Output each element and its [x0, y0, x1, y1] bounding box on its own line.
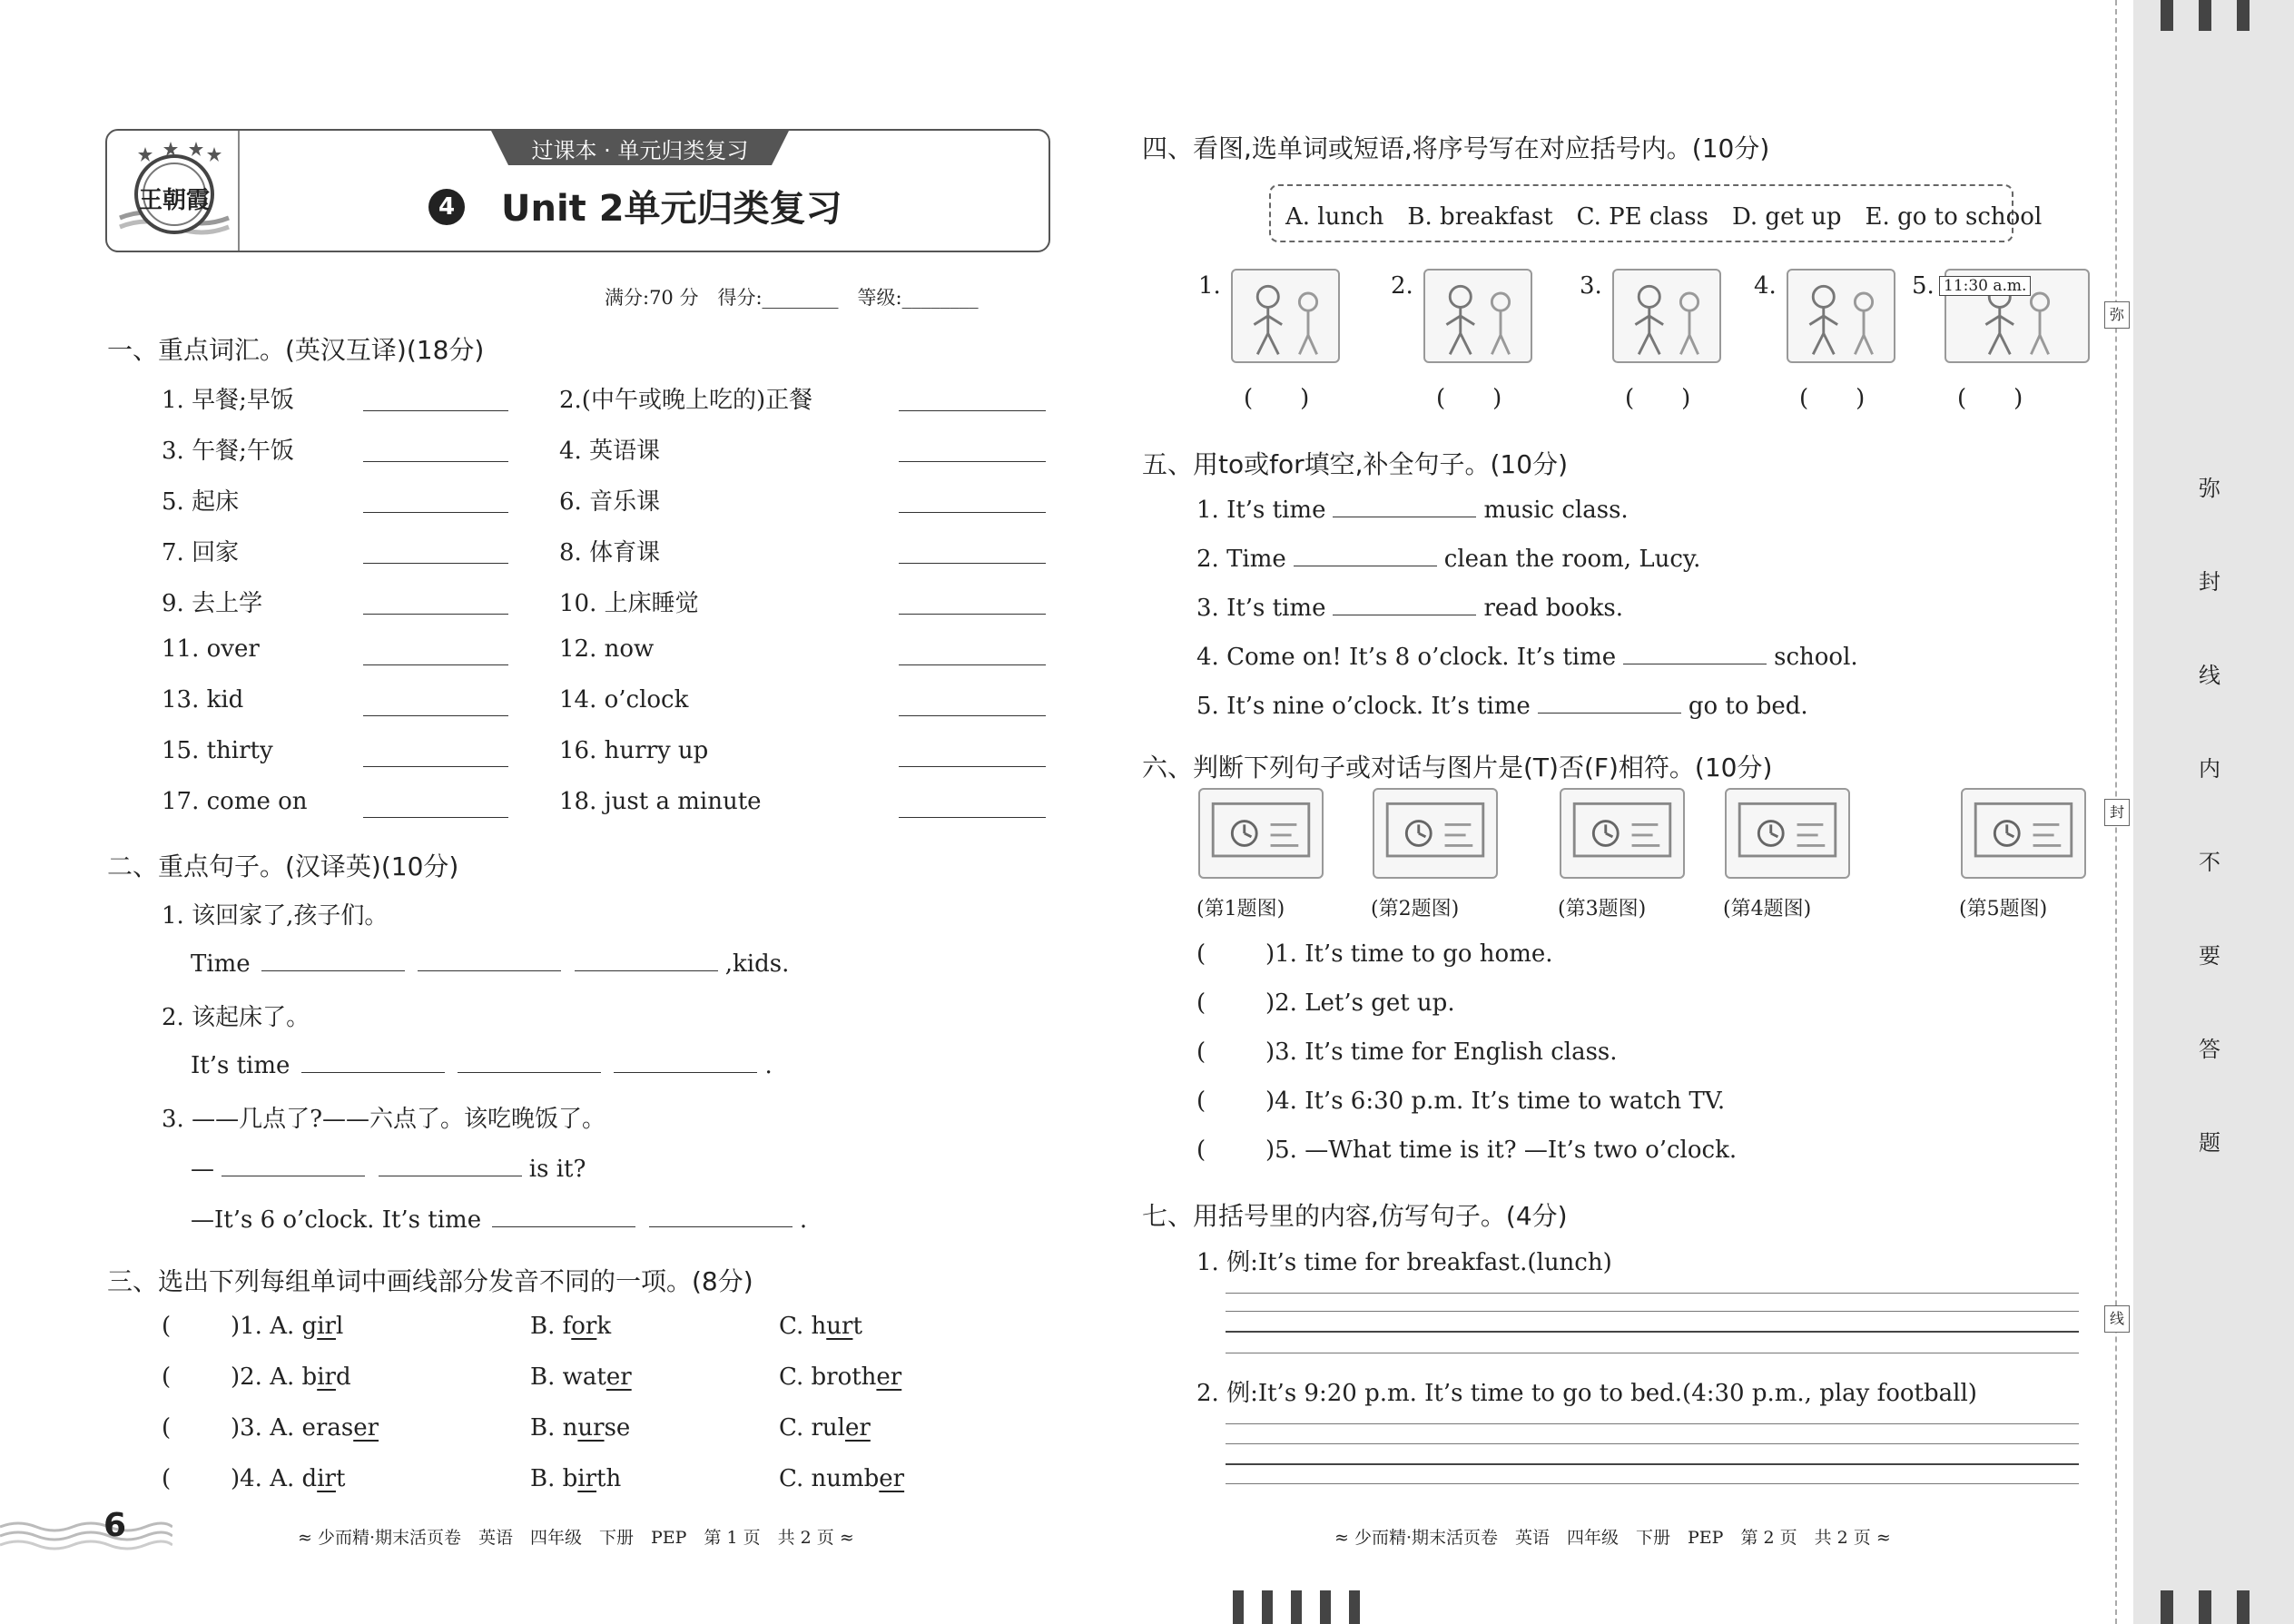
paren-open: (	[1196, 1137, 1206, 1164]
figure-caption: (第1题图)	[1196, 898, 1285, 920]
answer-blank[interactable]	[899, 563, 1046, 564]
vocab-item: 2.(中午或晚上吃的)正餐	[559, 387, 813, 414]
s2-q2: 2. 该起床了。	[162, 1004, 310, 1031]
question-number: )3. A.	[231, 1414, 302, 1442]
s2-q3-a1-end: is it?	[528, 1156, 586, 1183]
page-number: 6	[103, 1507, 127, 1544]
word-part: eras	[301, 1414, 354, 1442]
s2-q2-end: .	[764, 1052, 773, 1079]
print-mark	[2161, 1590, 2173, 1624]
picture-number: 2.	[1391, 272, 1413, 300]
seal-char: 封	[2199, 569, 2220, 595]
school-gate-picture	[1198, 788, 1324, 879]
header-ribbon	[490, 129, 790, 165]
word-part: C. broth	[779, 1363, 877, 1391]
word-part: b	[301, 1363, 318, 1391]
writing-line[interactable]	[1226, 1331, 2079, 1333]
header-divider	[238, 131, 240, 251]
score-line: 满分:70 分 得分:________ 等级:________	[605, 287, 979, 309]
writing-line[interactable]	[1226, 1293, 2079, 1294]
answer-blank[interactable]	[1294, 543, 1437, 566]
answer-blank[interactable]	[363, 410, 508, 411]
s7-q1: 1. 例:It’s time for breakfast.(lunch)	[1196, 1249, 1612, 1276]
answer-blank[interactable]	[899, 614, 1046, 615]
fill-item	[1196, 494, 1629, 524]
fill-item	[1196, 543, 1700, 573]
s7-q2: 2. 例:It’s 9:20 p.m. It’s time to go to bed.(4:30 p.m., play football)	[1196, 1380, 1977, 1407]
sentence-start: 4. Come on! It’s 8 o’clock. It’s time	[1196, 644, 1617, 671]
picture-number: 3.	[1580, 272, 1602, 300]
page-title: Unit 2单元归类复习	[501, 188, 842, 230]
answer-blank[interactable]	[1623, 641, 1767, 664]
wave-decoration-icon	[0, 1518, 172, 1554]
s2-q2-answer	[191, 1049, 773, 1079]
word-part: l	[335, 1313, 344, 1340]
print-mark	[1320, 1590, 1331, 1624]
word-part: se	[604, 1414, 631, 1442]
print-mark	[2237, 0, 2250, 31]
figure-caption: (第5题图)	[1959, 898, 2048, 920]
judge-item: )3. It’s time for English class.	[1265, 1038, 1618, 1066]
vocab-item: 15. thirty	[162, 737, 273, 764]
print-mark	[1349, 1590, 1360, 1624]
figure-caption: (第2题图)	[1371, 898, 1460, 920]
vocab-item: 3. 午餐;午饭	[162, 438, 294, 465]
paren-open: (	[162, 1363, 172, 1391]
underlined-letters: er	[605, 1363, 632, 1391]
figure-caption: (第4题图)	[1723, 898, 1812, 920]
sentence-end: clean the room, Lucy.	[1443, 546, 1701, 573]
blank[interactable]	[614, 1049, 757, 1073]
s2-q1-answer	[191, 948, 789, 978]
blank[interactable]	[379, 1153, 522, 1176]
section5-title: 五、用to或for填空,补全句子。(10分)	[1142, 449, 1568, 479]
question-number: )1. A.	[231, 1313, 302, 1340]
section7-title: 七、用括号里的内容,仿写句子。(4分)	[1142, 1201, 1568, 1231]
section1-title: 一、重点词汇。(英汉互译)(18分)	[107, 335, 485, 365]
boy-reading-picture	[1612, 269, 1721, 363]
paren-open: (	[1196, 940, 1206, 968]
paren-open: (	[1196, 1038, 1206, 1066]
writing-line[interactable]	[1226, 1443, 2079, 1444]
option-b	[530, 1465, 621, 1492]
picture-number: 5.	[1912, 272, 1935, 300]
option-c	[779, 1465, 904, 1492]
sentence-end: music class.	[1483, 497, 1629, 524]
answer-blank[interactable]	[363, 614, 508, 615]
answer-blank[interactable]	[899, 410, 1046, 411]
vocab-item: 13. kid	[162, 686, 244, 714]
print-mark	[1291, 1590, 1302, 1624]
judge-item: )5. —What time is it? —It’s two o’clock.	[1265, 1137, 1738, 1164]
option-a	[231, 1465, 345, 1492]
blank[interactable]	[261, 948, 405, 971]
vocab-item: 5. 起床	[162, 488, 240, 516]
underlined-letters: ur	[826, 1313, 853, 1340]
answer-paren[interactable]: ( )	[1625, 385, 1691, 412]
writing-line[interactable]	[1226, 1311, 2079, 1312]
paren-open: (	[1196, 1088, 1206, 1115]
answer-blank[interactable]	[363, 817, 508, 818]
option-b	[530, 1414, 630, 1442]
print-mark	[2199, 1590, 2211, 1624]
seal-char: 内	[2199, 756, 2220, 782]
vocab-item: 17. come on	[162, 788, 308, 815]
paren-open: (	[162, 1465, 172, 1492]
blank[interactable]	[492, 1204, 635, 1227]
word-part: g	[301, 1313, 318, 1340]
s2-q2-start: It’s time	[191, 1052, 290, 1079]
question-number: )4. A.	[231, 1465, 302, 1492]
s2-q3: 3. ——几点了?——六点了。该吃晚饭了。	[162, 1106, 606, 1133]
fill-item	[1196, 690, 1808, 720]
word-part: B. wat	[530, 1363, 606, 1391]
word-part: B. f	[530, 1313, 572, 1340]
option-b	[530, 1363, 632, 1391]
word-part: C. h	[779, 1313, 827, 1340]
options-text: A. lunch B. breakfast C. PE class D. get up E. go to school	[1285, 203, 2043, 231]
paren-open: (	[162, 1414, 172, 1442]
word-part: B. n	[530, 1414, 578, 1442]
word-part: B. b	[530, 1465, 578, 1492]
s2-q3-answer1	[191, 1153, 586, 1183]
answer-blank[interactable]	[1333, 494, 1476, 517]
figure-caption: (第3题图)	[1558, 898, 1647, 920]
answer-paren[interactable]: ( )	[1244, 385, 1310, 412]
paren-open: (	[162, 1313, 172, 1340]
blank[interactable]	[458, 1049, 601, 1073]
logo	[111, 134, 238, 247]
answer-paren[interactable]: ( )	[1436, 385, 1502, 412]
word-part: th	[596, 1465, 622, 1492]
word-part: d	[301, 1465, 318, 1492]
answer-blank[interactable]	[899, 461, 1046, 462]
s2-q1-end: ,kids.	[724, 950, 790, 978]
print-mark	[2161, 0, 2173, 31]
vocab-item: 8. 体育课	[559, 539, 661, 566]
sentence-end: go to bed.	[1688, 693, 1808, 720]
option-c	[779, 1414, 871, 1442]
binding-strip	[2133, 0, 2294, 1624]
answer-blank[interactable]	[1538, 690, 1681, 714]
word-part: k	[596, 1313, 612, 1340]
option-a	[231, 1313, 343, 1340]
logo-text: 王朝霞	[138, 187, 210, 214]
underlined-letters: ir	[317, 1363, 336, 1391]
seal-mark: 弥	[2104, 301, 2130, 329]
sentence-start: 2. Time	[1196, 546, 1286, 573]
blank[interactable]	[301, 1049, 445, 1073]
s2-q3-answer2	[191, 1204, 807, 1234]
sentence-start: 3. It’s time	[1196, 595, 1326, 622]
seal-char: 线	[2199, 663, 2220, 688]
footer-right: ≈ 少而精·期末活页卷 英语 四年级 下册 PEP 第 2 页 共 2 页 ≈	[1334, 1528, 1891, 1548]
blank[interactable]	[222, 1153, 365, 1176]
option-c	[779, 1313, 862, 1340]
paren-open: (	[1196, 989, 1206, 1017]
english-class-picture	[1560, 788, 1685, 879]
blank[interactable]	[418, 948, 561, 971]
answer-blank[interactable]	[363, 563, 508, 564]
picture-number: 1.	[1198, 272, 1221, 300]
clock-label: 11:30 a.m.	[1939, 276, 2031, 296]
question-number: )2. A.	[231, 1363, 302, 1391]
answer-blank[interactable]	[899, 664, 1046, 665]
sentence-end: school.	[1774, 644, 1858, 671]
s2-q1-start: Time	[191, 950, 251, 978]
seal-char: 不	[2199, 850, 2220, 875]
vocab-item: 12. now	[559, 635, 655, 663]
answer-blank[interactable]	[363, 461, 508, 462]
answer-blank[interactable]	[899, 715, 1046, 716]
writing-line[interactable]	[1226, 1423, 2079, 1424]
option-b	[530, 1313, 611, 1340]
judge-item: )2. Let’s get up.	[1265, 989, 1455, 1017]
word-part: C. rul	[779, 1414, 845, 1442]
boy-in-bed-picture	[1373, 788, 1498, 879]
fill-item	[1196, 641, 1858, 671]
girl-building-picture	[1787, 269, 1895, 363]
word-part: t	[335, 1465, 346, 1492]
answer-paren[interactable]: ( )	[1957, 385, 2023, 412]
ribbon-text: 过课本 · 单元归类复习	[531, 138, 749, 163]
word-part: C. numb	[779, 1465, 880, 1492]
underlined-letters: er	[845, 1414, 871, 1442]
vocab-item: 7. 回家	[162, 539, 240, 566]
section4-title: 四、看图,选单词或短语,将序号写在对应括号内。(10分)	[1142, 133, 1770, 163]
vocab-item: 4. 英语课	[559, 438, 661, 465]
unit-number-badge: 4	[428, 189, 465, 225]
vocab-item: 18. just a minute	[559, 788, 762, 815]
writing-line[interactable]	[1226, 1483, 2079, 1484]
word-part: t	[852, 1313, 862, 1340]
s2-q3-a2-start: —It’s 6 o’clock. It’s time	[191, 1206, 482, 1234]
s2-q1: 1. 该回家了,孩子们。	[162, 902, 389, 930]
seal-mark: 线	[2104, 1305, 2130, 1333]
vocab-item: 14. o’clock	[559, 686, 689, 714]
underlined-letters: or	[571, 1313, 597, 1340]
underlined-letters: er	[879, 1465, 905, 1492]
section6-title: 六、判断下列句子或对话与图片是(T)否(F)相符。(10分)	[1142, 753, 1773, 782]
print-mark	[1262, 1590, 1273, 1624]
sentence-start: 5. It’s nine o’clock. It’s time	[1196, 693, 1531, 720]
fill-item	[1196, 592, 1623, 622]
vocab-item: 6. 音乐课	[559, 488, 661, 516]
footer-left: ≈ 少而精·期末活页卷 英语 四年级 下册 PEP 第 1 页 共 2 页 ≈	[298, 1528, 854, 1548]
family-tv-picture	[1725, 788, 1850, 879]
clock-boy-picture	[1423, 269, 1532, 363]
underlined-letters: er	[876, 1363, 902, 1391]
sentence-start: 1. It’s time	[1196, 497, 1326, 524]
answer-blank[interactable]	[899, 817, 1046, 818]
children-playing-picture	[1231, 269, 1340, 363]
s2-q3-a2-end: .	[799, 1206, 808, 1234]
underlined-letters: ir	[317, 1465, 336, 1492]
section2-title: 二、重点句子。(汉译英)(10分)	[107, 851, 459, 881]
seal-char: 答	[2199, 1037, 2220, 1062]
blank[interactable]	[649, 1204, 793, 1227]
option-c	[779, 1363, 901, 1391]
sentence-end: read books.	[1483, 595, 1624, 622]
vocab-item: 16. hurry up	[559, 737, 709, 764]
picture-number: 4.	[1754, 272, 1777, 300]
judge-item: )4. It’s 6:30 p.m. It’s time to watch TV.	[1265, 1088, 1726, 1115]
underlined-letters: ir	[577, 1465, 597, 1492]
writing-line[interactable]	[1226, 1463, 2079, 1465]
judge-item: )1. It’s time to go home.	[1265, 940, 1553, 968]
s2-q3-a1-start: —	[191, 1156, 214, 1183]
seal-char: 弥	[2199, 476, 2220, 501]
answer-blank[interactable]	[1333, 592, 1476, 615]
answer-blank[interactable]	[363, 766, 508, 767]
answer-paren[interactable]: ( )	[1799, 385, 1866, 412]
underlined-letters: ir	[317, 1313, 336, 1340]
answer-blank[interactable]	[363, 512, 508, 513]
answer-blank[interactable]	[899, 512, 1046, 513]
underlined-letters: er	[353, 1414, 379, 1442]
duck-clock-picture	[1961, 788, 2086, 879]
answer-blank[interactable]	[363, 664, 508, 665]
option-a	[231, 1363, 351, 1391]
answer-blank[interactable]	[363, 715, 508, 716]
print-mark	[2199, 0, 2211, 31]
vocab-item: 11. over	[162, 635, 260, 663]
seal-char: 要	[2199, 943, 2220, 969]
seal-mark: 封	[2104, 799, 2130, 826]
seal-char: 题	[2199, 1130, 2220, 1156]
vocab-item: 9. 去上学	[162, 590, 263, 617]
print-mark	[2237, 1590, 2250, 1624]
answer-blank[interactable]	[899, 766, 1046, 767]
blank[interactable]	[575, 948, 718, 971]
vocab-item: 10. 上床睡觉	[559, 590, 699, 617]
section3-title: 三、选出下列每组单词中画线部分发音不同的一项。(8分)	[107, 1266, 753, 1296]
print-mark	[1233, 1590, 1244, 1624]
option-a	[231, 1414, 379, 1442]
vocab-item: 1. 早餐;早饭	[162, 387, 294, 414]
underlined-letters: ur	[577, 1414, 605, 1442]
word-part: d	[335, 1363, 351, 1391]
